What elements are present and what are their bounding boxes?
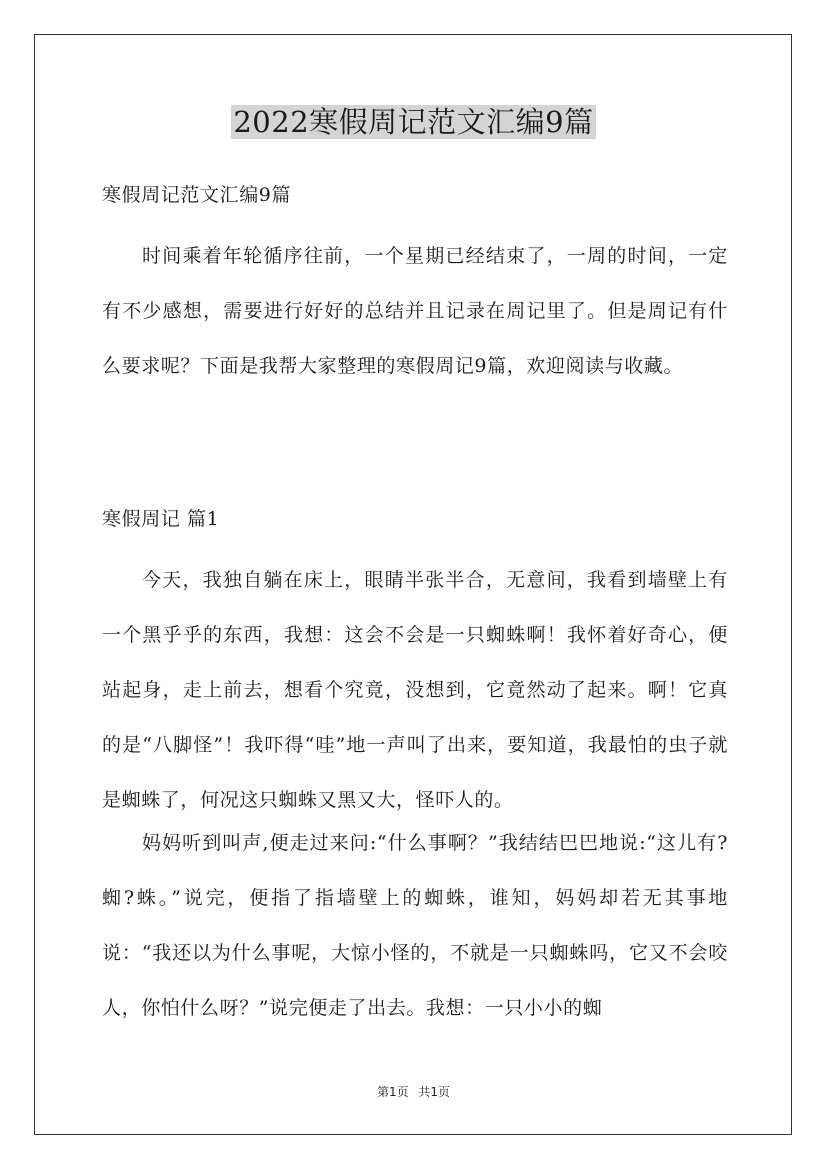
- document-subtitle: 寒假周记范文汇编9篇: [102, 184, 292, 206]
- section-heading: 寒假周记 篇1: [102, 508, 220, 530]
- page-number-current: 第1页: [376, 1085, 409, 1099]
- document-title: [0, 102, 827, 142]
- body-paragraph: 今天，我独自躺在床上，眼睛半张半合，无意间，我看到墙壁上有一个黑乎乎的东西，我想：这会不会是一只蜘蛛啊！我怀着好奇心，便站起身，走上前去，想看个究竟，没想到，它竟然动了起来。啊！它真的是“八脚怪”！我吓得“哇”地一声叫了出来，要知道，我最怕的虫子就是蜘蛛了，何况这只蜘蛛又黑又大，怪吓人的。: [102, 569, 728, 811]
- document-title-text: 2022寒假周记范文汇编9篇: [233, 105, 594, 139]
- page-number-total: 共1页: [418, 1085, 451, 1099]
- page-footer: [0, 1083, 827, 1100]
- body-paragraph: 妈妈听到叫声,便走过来问:“什么事啊？”我结结巴巴地说:“这儿有?蜘?蛛。”说完，便指了指墙壁上的蜘蛛，谁知，妈妈却若无其事地说：“我还以为什么事呢，大惊小怪的，不就是一只蜘蛛吗，它又不会咬人，你怕什么呀？”说完便走了出去。我想：一只小小的蜘: [102, 832, 728, 1019]
- intro-paragraph: 时间乘着年轮循序往前，一个星期已经结束了，一周的时间，一定有不少感想，需要进行好好的总结并且记录在周记里了。但是周记有什么要求呢？下面是我帮大家整理的寒假周记9篇，欢迎阅读与收藏。: [102, 245, 728, 377]
